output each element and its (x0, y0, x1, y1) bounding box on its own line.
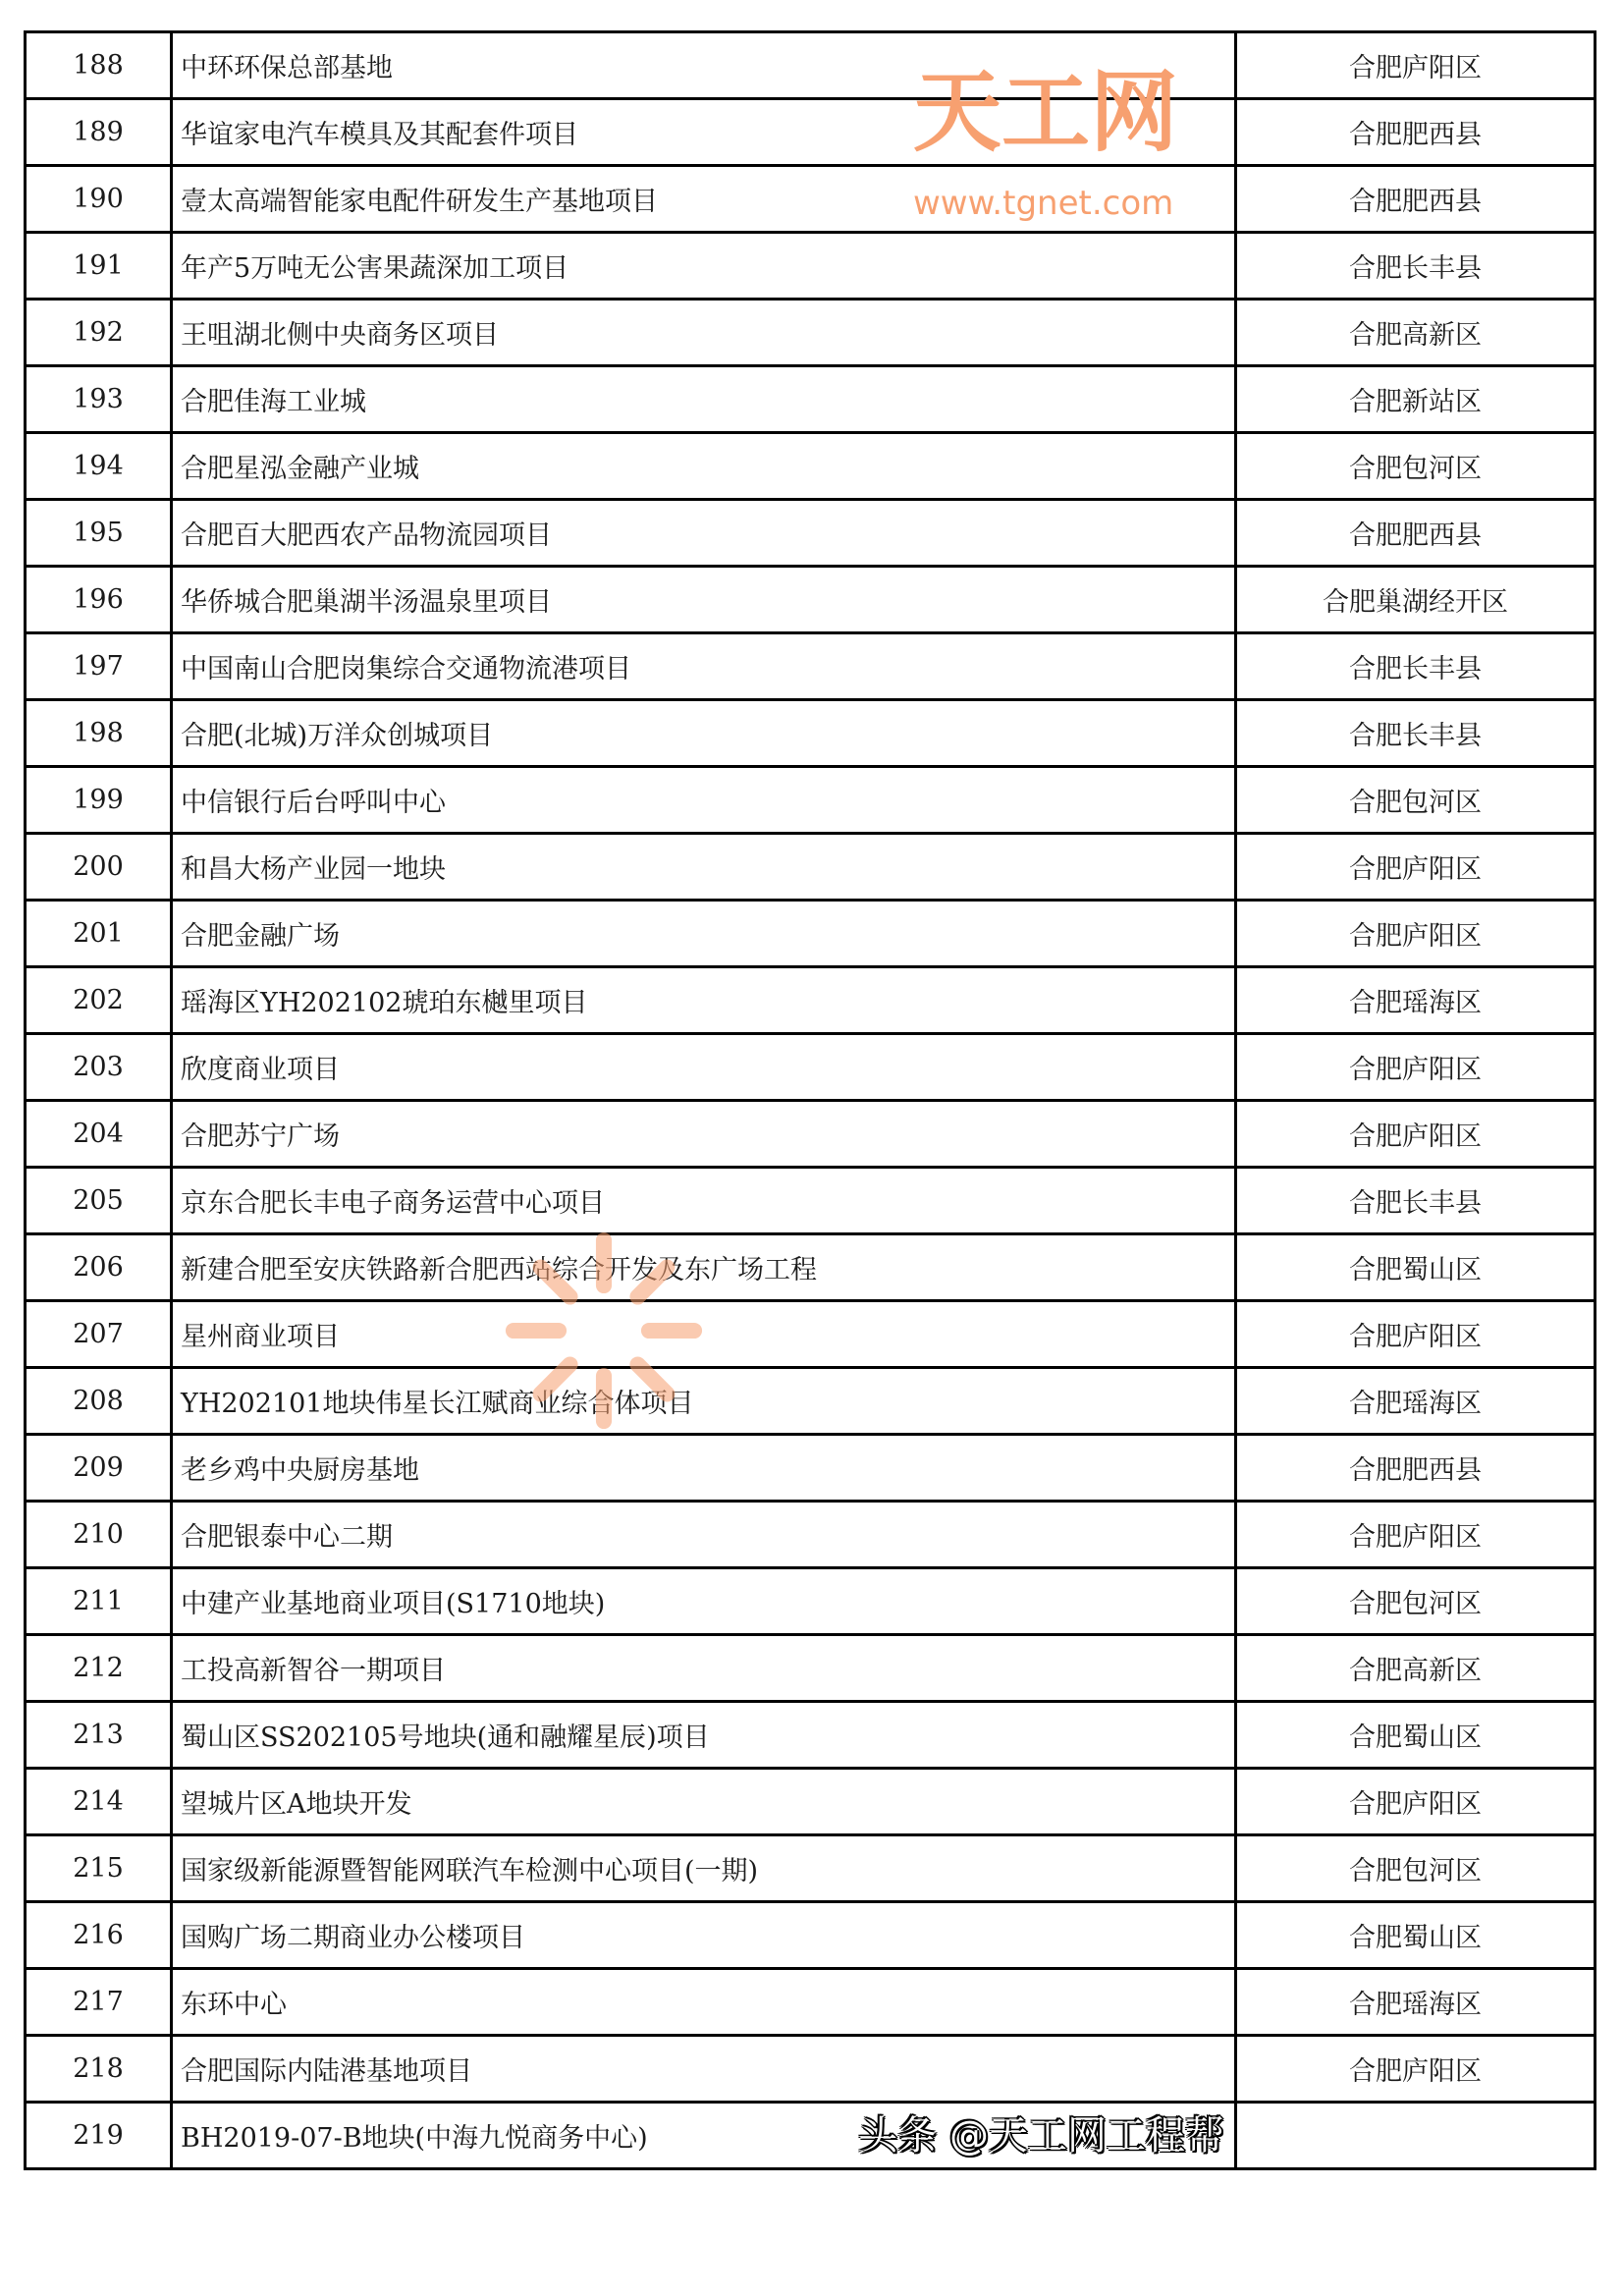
project-region: 合肥庐阳区 (1236, 1769, 1596, 1835)
project-name: 新建合肥至安庆铁路新合肥西站综合开发及东广场工程 (181, 1255, 817, 1285)
project-name: 京东合肥长丰电子商务运营中心项目 (181, 1188, 605, 1219)
project-name-cell (172, 1034, 1236, 1101)
project-name: 老乡鸡中央厨房基地 (181, 1455, 419, 1486)
table-row (26, 2036, 1596, 2103)
project-name: BH2019-07-B地块(中海九悦商务中心) (181, 2122, 648, 2154)
project-name-cell (172, 2103, 1236, 2169)
project-name: 工投高新智谷一期项目 (181, 1656, 446, 1686)
row-number: 189 (26, 99, 172, 166)
project-name: 合肥苏宁广场 (181, 1121, 340, 1152)
table-row (26, 1902, 1596, 1969)
project-name-cell (172, 500, 1236, 567)
project-name-cell (172, 1568, 1236, 1635)
row-number: 210 (26, 1502, 172, 1568)
project-name: 合肥银泰中心二期 (181, 1522, 393, 1553)
row-number: 194 (26, 433, 172, 500)
table-row (26, 1368, 1596, 1435)
project-name: 合肥佳海工业城 (181, 387, 366, 417)
project-name-cell (172, 1368, 1236, 1435)
project-name: 中国南山合肥岗集综合交通物流港项目 (181, 654, 631, 684)
project-name-cell (172, 967, 1236, 1034)
row-number: 216 (26, 1902, 172, 1969)
table-row (26, 700, 1596, 767)
project-table (24, 30, 1596, 2170)
project-name-cell (172, 633, 1236, 700)
project-name-cell (172, 166, 1236, 233)
row-number: 190 (26, 166, 172, 233)
project-name: 华谊家电汽车模具及其配套件项目 (181, 120, 578, 150)
table-row (26, 500, 1596, 567)
project-name: 合肥百大肥西农产品物流园项目 (181, 520, 552, 551)
table-row (26, 99, 1596, 166)
row-number: 188 (26, 32, 172, 99)
row-number: 191 (26, 233, 172, 300)
table-row (26, 767, 1596, 834)
project-name: 合肥国际内陆港基地项目 (181, 2056, 472, 2087)
project-region: 合肥庐阳区 (1236, 32, 1596, 99)
table-row (26, 967, 1596, 1034)
project-region: 合肥包河区 (1236, 767, 1596, 834)
project-region: 合肥瑶海区 (1236, 1368, 1596, 1435)
table-row (26, 433, 1596, 500)
project-name-cell (172, 1435, 1236, 1502)
row-number: 201 (26, 901, 172, 967)
project-region: 合肥瑶海区 (1236, 967, 1596, 1034)
row-number: 196 (26, 567, 172, 633)
row-number: 213 (26, 1702, 172, 1769)
project-name-cell (172, 433, 1236, 500)
project-name-cell (172, 567, 1236, 633)
row-number: 215 (26, 1835, 172, 1902)
project-name-cell (172, 366, 1236, 433)
table-row (26, 633, 1596, 700)
row-number: 217 (26, 1969, 172, 2036)
table-row (26, 1234, 1596, 1301)
project-region: 合肥巢湖经开区 (1236, 567, 1596, 633)
project-name-cell (172, 32, 1236, 99)
project-name-cell (172, 1101, 1236, 1168)
project-name-cell (172, 1769, 1236, 1835)
project-name-cell (172, 834, 1236, 901)
project-name: 华侨城合肥巢湖半汤温泉里项目 (181, 587, 552, 618)
project-region: 合肥庐阳区 (1236, 1502, 1596, 1568)
project-region: 合肥蜀山区 (1236, 1234, 1596, 1301)
project-region: 合肥高新区 (1236, 1635, 1596, 1702)
project-name: 国购广场二期商业办公楼项目 (181, 1923, 525, 1953)
project-region: 合肥长丰县 (1236, 633, 1596, 700)
table-row (26, 1168, 1596, 1234)
row-number: 211 (26, 1568, 172, 1635)
table-row (26, 1835, 1596, 1902)
table-row (26, 1034, 1596, 1101)
project-name-cell (172, 1168, 1236, 1234)
project-region: 合肥庐阳区 (1236, 901, 1596, 967)
project-region: 合肥高新区 (1236, 300, 1596, 366)
table-row (26, 1301, 1596, 1368)
project-region: 合肥包河区 (1236, 1835, 1596, 1902)
table-row (26, 834, 1596, 901)
project-region: 合肥庐阳区 (1236, 1101, 1596, 1168)
project-region: 合肥新站区 (1236, 366, 1596, 433)
project-region: 合肥包河区 (1236, 433, 1596, 500)
table-row (26, 1702, 1596, 1769)
project-name-cell (172, 2036, 1236, 2103)
table-row (26, 32, 1596, 99)
row-number: 193 (26, 366, 172, 433)
project-region (1236, 2103, 1596, 2169)
project-name: 欣度商业项目 (181, 1055, 340, 1085)
table-row (26, 1435, 1596, 1502)
table-row (26, 1502, 1596, 1568)
project-region: 合肥蜀山区 (1236, 1902, 1596, 1969)
row-number: 197 (26, 633, 172, 700)
row-number: 207 (26, 1301, 172, 1368)
row-number: 202 (26, 967, 172, 1034)
row-number: 195 (26, 500, 172, 567)
project-name: 中信银行后台呼叫中心 (181, 788, 446, 818)
project-region: 合肥庐阳区 (1236, 834, 1596, 901)
project-region: 合肥庐阳区 (1236, 1301, 1596, 1368)
project-name-cell (172, 1234, 1236, 1301)
project-name-cell (172, 1702, 1236, 1769)
row-number: 198 (26, 700, 172, 767)
project-region: 合肥瑶海区 (1236, 1969, 1596, 2036)
tgnet-watermark-logo: 天工网 (913, 61, 1178, 164)
row-number: 206 (26, 1234, 172, 1301)
table-row (26, 1568, 1596, 1635)
table-row (26, 1969, 1596, 2036)
project-name-cell (172, 1635, 1236, 1702)
project-name-cell (172, 901, 1236, 967)
row-number: 192 (26, 300, 172, 366)
table-row (26, 901, 1596, 967)
project-region: 合肥肥西县 (1236, 99, 1596, 166)
project-name-cell (172, 1301, 1236, 1368)
project-name: 瑶海区YH202102琥珀东樾里项目 (181, 988, 588, 1018)
project-name: 和昌大杨产业园一地块 (181, 854, 446, 885)
project-name-cell (172, 1502, 1236, 1568)
project-name: 星州商业项目 (181, 1322, 340, 1352)
project-name: 国家级新能源暨智能网联汽车检测中心项目(一期) (181, 1856, 759, 1886)
table-row (26, 2103, 1596, 2169)
table-row (26, 366, 1596, 433)
project-name: 壹太高端智能家电配件研发生产基地项目 (181, 187, 658, 217)
row-number: 200 (26, 834, 172, 901)
table-row (26, 1769, 1596, 1835)
project-region: 合肥长丰县 (1236, 700, 1596, 767)
project-name-cell (172, 300, 1236, 366)
project-name: 蜀山区SS202105号地块(通和融耀星辰)项目 (181, 1722, 710, 1753)
project-name: 合肥(北城)万洋众创城项目 (181, 721, 494, 751)
table-row (26, 1101, 1596, 1168)
row-number: 209 (26, 1435, 172, 1502)
project-region: 合肥包河区 (1236, 1568, 1596, 1635)
row-number: 214 (26, 1769, 172, 1835)
row-number: 218 (26, 2036, 172, 2103)
row-number: 205 (26, 1168, 172, 1234)
table-row (26, 233, 1596, 300)
toutiao-attribution-watermark: 头条 @天工网工程帮 (858, 2112, 1224, 2159)
project-name-cell (172, 99, 1236, 166)
project-region: 合肥庐阳区 (1236, 2036, 1596, 2103)
project-region: 合肥长丰县 (1236, 1168, 1596, 1234)
table-row (26, 567, 1596, 633)
project-name: 年产5万吨无公害果蔬深加工项目 (181, 253, 569, 284)
project-name: 合肥金融广场 (181, 921, 340, 952)
project-name: 合肥星泓金融产业城 (181, 454, 419, 484)
project-name: 中建产业基地商业项目(S1710地块) (181, 1589, 606, 1619)
project-name: 东环中心 (181, 1990, 287, 2020)
project-region: 合肥庐阳区 (1236, 1034, 1596, 1101)
row-number: 212 (26, 1635, 172, 1702)
project-name: YH202101地块伟星长江赋商业综合体项目 (181, 1389, 694, 1419)
row-number: 199 (26, 767, 172, 834)
project-region: 合肥长丰县 (1236, 233, 1596, 300)
project-region: 合肥肥西县 (1236, 166, 1596, 233)
project-name-cell (172, 1969, 1236, 2036)
table-row (26, 300, 1596, 366)
project-region: 合肥蜀山区 (1236, 1702, 1596, 1769)
row-number: 203 (26, 1034, 172, 1101)
project-region: 合肥肥西县 (1236, 1435, 1596, 1502)
table-row (26, 1635, 1596, 1702)
project-name-cell (172, 1902, 1236, 1969)
table-row (26, 166, 1596, 233)
project-name-cell (172, 700, 1236, 767)
project-name-cell (172, 767, 1236, 834)
project-region: 合肥肥西县 (1236, 500, 1596, 567)
project-name-cell (172, 233, 1236, 300)
row-number: 208 (26, 1368, 172, 1435)
tgnet-watermark-url: www.tgnet.com (913, 184, 1174, 223)
row-number: 219 (26, 2103, 172, 2169)
project-name: 王咀湖北侧中央商务区项目 (181, 320, 499, 351)
project-name: 中环环保总部基地 (181, 53, 393, 83)
row-number: 204 (26, 1101, 172, 1168)
project-name: 望城片区A地块开发 (181, 1789, 412, 1820)
project-name-cell (172, 1835, 1236, 1902)
